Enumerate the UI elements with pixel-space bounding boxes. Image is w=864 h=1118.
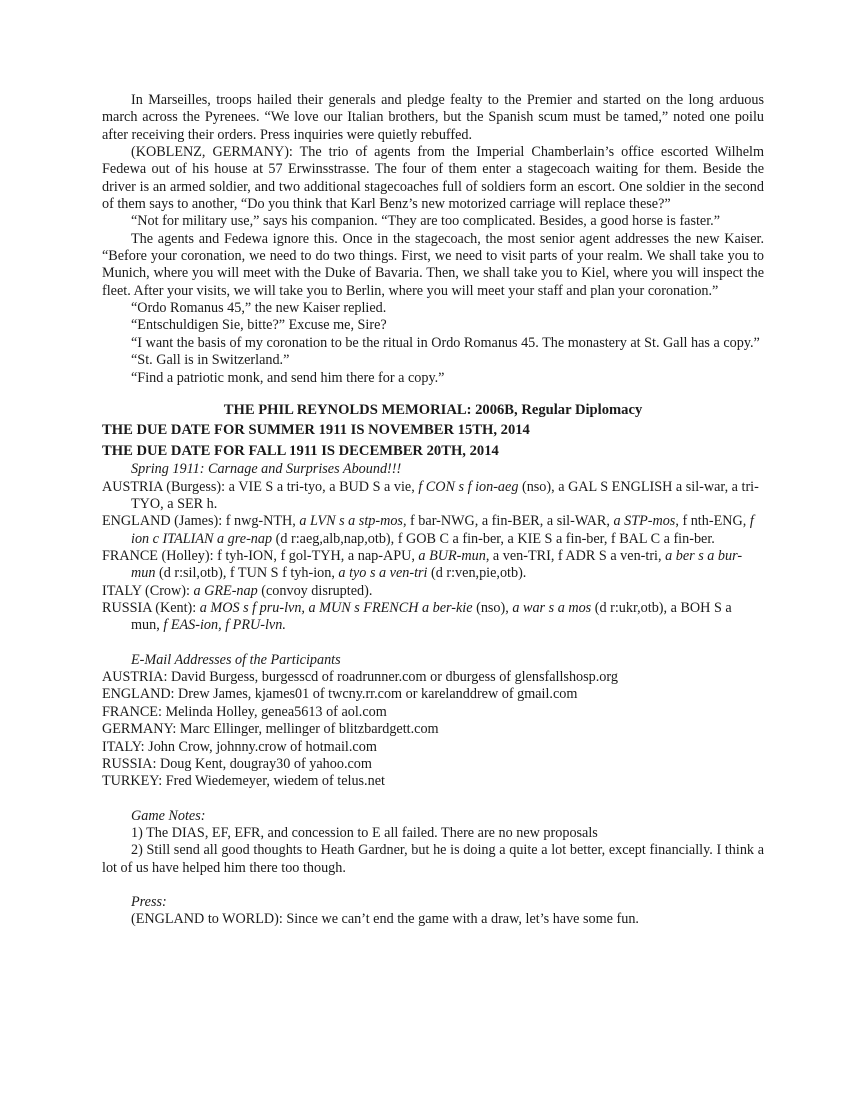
order-segment-italic: f ion c ITALIAN a gre-nap	[131, 513, 754, 547]
order-text	[131, 513, 754, 546]
due-date-summer: THE DUE DATE FOR SUMMER 1911 IS NOVEMBER 15TH, 2014	[102, 422, 530, 439]
email-entry: TURKEY: Fred Wiedemeyer, wiedem of telus.net	[102, 773, 385, 790]
order-segment: (d r:ukr,otb), a BOH S a mun,	[131, 600, 732, 634]
email-entry: ITALY: John Crow, johnny.crow of hotmail.com	[102, 738, 377, 755]
story-paragraph: The agents and Fedewa ignore this. Once in the stagecoach, the most senior agent addresses the new Kaiser. “Before your coronation, we need to do two things. First, we need to visit parts of your realm. We shall take you to Munich, where you will meet with the Duke of Bavaria. Then, we shall take you to Kiel, where you will inspect the fleet. After your visits, we will take you to Berlin, where you will meet your staff and plan your coronation.”	[102, 230, 764, 299]
story-paragraph: In Marseilles, troops hailed their generals and pledge fealty to the Premier and started on the long arduous march across the Pyrenees. “We love our Italian brothers, but the Spanish scum must be tamed,” noted one poilu after receiving their orders. Press inquiries were quietly rebuffed.	[102, 92, 764, 143]
order-segment: , f nth-ENG,	[675, 513, 750, 530]
spacer	[102, 877, 764, 894]
order-segment-italic: a tyo s a ven-tri	[338, 565, 428, 582]
order-segment-italic: a MOS s f pru-lvn, a MUN s FRENCH a ber-kie	[199, 600, 473, 617]
order-segment-italic: a ber s a bur-mun	[131, 548, 743, 582]
order-segment-italic: a GRE-nap	[193, 582, 258, 599]
season-heading: Spring 1911: Carnage and Surprises Abound!!!	[131, 461, 402, 478]
story-paragraph: “Find a patriotic monk, and send him there for a copy.”	[131, 369, 445, 386]
email-entry: RUSSIA: Doug Kent, dougray30 of yahoo.com	[102, 755, 372, 772]
press-item: (ENGLAND to WORLD): Since we can’t end the game with a draw, let’s have some fun.	[131, 911, 639, 928]
order-segment: (d r:sil,otb), f TUN S f tyh-ion,	[155, 565, 339, 582]
story-paragraph: “Entschuldigen Sie, bitte?” Excuse me, Sire?	[131, 317, 387, 334]
story-paragraph: “St. Gall is in Switzerland.”	[131, 352, 290, 369]
order-entry	[102, 513, 764, 548]
order-segment: (nso),	[472, 600, 513, 617]
order-segment-italic: a BUR-mun	[418, 548, 486, 565]
spacer	[102, 791, 764, 808]
game-notes-heading: Game Notes:	[131, 807, 206, 824]
game-note: 1) The DIAS, EF, EFR, and concession to E all failed. There are no new proposals	[131, 824, 598, 841]
order-country-label: ITALY (Crow):	[102, 582, 190, 599]
order-text	[131, 600, 732, 633]
email-heading: E-Mail Addresses of the Participants	[131, 651, 341, 668]
order-segment: f tyh-ION, f gol-TYH, a nap-APU,	[213, 548, 419, 565]
email-entry: AUSTRIA: David Burgess, burgesscd of roadrunner.com or dburgess of glensfallshosp.org	[102, 669, 618, 686]
order-text	[190, 583, 372, 599]
game-section	[102, 400, 764, 635]
story-section	[102, 92, 764, 387]
email-entry: GERMANY: Marc Ellinger, mellinger of blitzbardgett.com	[102, 721, 439, 738]
spacer	[102, 635, 764, 652]
order-segment-italic: f EAS-ion, f PRU-lvn.	[163, 617, 286, 634]
order-segment: a VIE S a tri-tyo, a BUD S a vie,	[225, 478, 419, 495]
game-title: THE PHIL REYNOLDS MEMORIAL: 2006B, Regular Diplomacy	[223, 401, 643, 418]
order-entry	[102, 548, 764, 583]
due-date-fall: THE DUE DATE FOR FALL 1911 IS DECEMBER 20TH, 2014	[102, 442, 499, 459]
email-entry: ENGLAND: Drew James, kjames01 of twcny.rr.com or karelanddrew of gmail.com	[102, 686, 578, 703]
order-segment-italic: a STP-mos	[613, 513, 676, 530]
orders-list	[102, 479, 764, 635]
email-section	[102, 652, 764, 791]
email-entry: FRANCE: Melinda Holley, genea5613 of aol.com	[102, 703, 387, 720]
order-segment: (d r:aeg,alb,nap,otb), f GOB C a fin-ber, a KIE S a fin-ber, f BAL C a fin-ber.	[272, 530, 715, 547]
order-segment: (d r:ven,pie,otb).	[427, 565, 527, 582]
press-section	[102, 894, 764, 929]
order-entry	[102, 583, 764, 600]
order-entry	[102, 600, 764, 635]
press-heading: Press:	[131, 893, 167, 910]
order-text	[131, 548, 742, 581]
order-text	[131, 479, 759, 512]
order-entry	[102, 479, 764, 514]
document-page	[102, 92, 764, 929]
order-segment: , a ven-TRI, f ADR S a ven-tri,	[485, 548, 666, 565]
order-segment: (convoy disrupted).	[257, 582, 373, 599]
story-paragraph: (KOBLENZ, GERMANY): The trio of agents from the Imperial Chamberlain’s office escorted Wilhelm Fedewa out of his house at 57 Erwinsstrasse. The four of them enter a stagecoach waiting for them. Beside the driver is an armed soldier, and two additional stagecoaches full of soldiers form an escort. One soldier in the second of them says to another, “Do you think that Karl Benz’s new motorized carriage will replace these?”	[102, 144, 764, 213]
order-segment: , f bar-NWG, a fin-BER, a sil-WAR,	[402, 513, 614, 530]
order-segment-italic: a LVN s a stp-mos	[299, 513, 403, 530]
game-note: 2) Still send all good thoughts to Heath Gardner, but he is doing a quite a lot better, except financially. I think a lot of us have helped him there too though.	[102, 842, 764, 876]
order-segment: f nwg-NTH,	[222, 513, 300, 530]
story-paragraph: “I want the basis of my coronation to be the ritual in Ordo Romanus 45. The monastery at St. Gall has a copy.”	[131, 334, 760, 351]
story-paragraph: “Ordo Romanus 45,” the new Kaiser replied.	[131, 300, 387, 317]
order-country-label: AUSTRIA (Burgess):	[102, 478, 226, 495]
order-segment-italic: f CON s f ion-aeg	[418, 478, 519, 495]
order-country-label: RUSSIA (Kent):	[102, 600, 197, 617]
order-segment-italic: a war s a mos	[512, 600, 592, 617]
order-country-label: ENGLAND (James):	[102, 513, 223, 530]
order-country-label: FRANCE (Holley):	[102, 548, 214, 565]
order-segment: (nso), a GAL S ENGLISH a sil-war, a tri-TYO, a SER h.	[131, 478, 759, 513]
game-notes-section	[102, 808, 764, 877]
story-paragraph: “Not for military use,” says his companion. “They are too complicated. Besides, a good horse is faster.”	[131, 213, 721, 230]
